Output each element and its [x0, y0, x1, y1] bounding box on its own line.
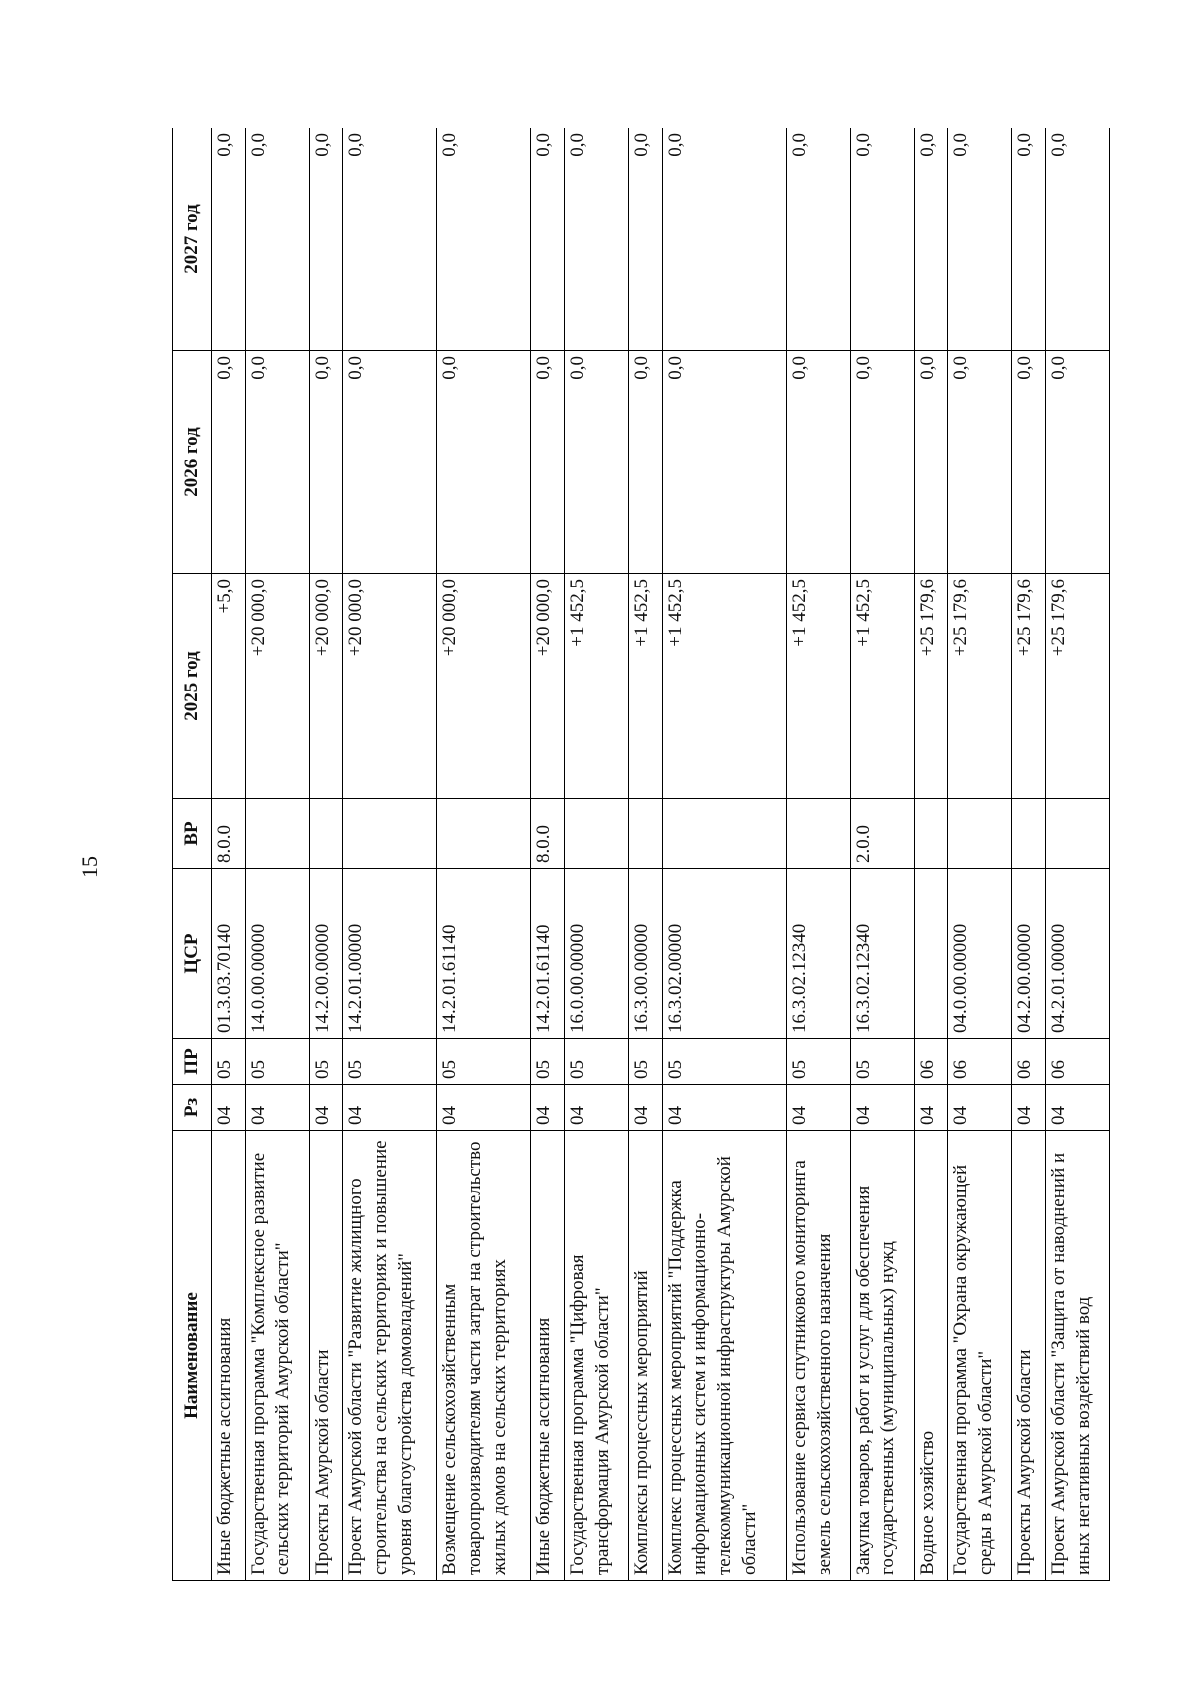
table-row — [343, 128, 437, 1581]
table-row — [914, 128, 948, 1581]
row-name: Проекты Амурской области — [309, 1131, 343, 1581]
row-name: Закупка товаров, работ и услуг для обеспечения государственных (муниципальных) нужд — [850, 1131, 914, 1581]
budget-table-container — [172, 128, 1110, 1581]
row-pr: 05 — [629, 1039, 663, 1085]
row-2027: 0,0 — [662, 128, 786, 351]
row-name: Возмещение сельскохозяйственным товаропроизводителям части затрат на строительство жилых домов на сельских территориях — [437, 1131, 531, 1581]
header-2025: 2025 год — [173, 574, 212, 799]
row-csr: 04.2.01.00000 — [1046, 869, 1110, 1039]
row-rz: 04 — [948, 1085, 1012, 1131]
row-name: Иные бюджетные ассигнования — [531, 1131, 565, 1581]
row-2025: +20 000,0 — [531, 574, 565, 799]
row-2027: 0,0 — [212, 128, 246, 351]
row-csr — [914, 869, 948, 1039]
budget-table — [172, 128, 1110, 1581]
row-2025: +1 452,5 — [786, 574, 850, 799]
row-vr — [629, 799, 663, 869]
row-2025: +20 000,0 — [245, 574, 309, 799]
row-2027: 0,0 — [1046, 128, 1110, 351]
row-2026: 0,0 — [565, 351, 629, 574]
row-2027: 0,0 — [343, 128, 437, 351]
row-vr — [1012, 799, 1046, 869]
row-name: Комплекс процессных мероприятий "Поддержка информационных систем и информационно-телекоммуникационной инфраструктуры Амурской области" — [662, 1131, 786, 1581]
row-name: Проект Амурской области "Развитие жилищного строительства на сельских территориях и повышение уровня благоустройства домовладений" — [343, 1131, 437, 1581]
row-rz: 04 — [850, 1085, 914, 1131]
row-pr: 06 — [1046, 1039, 1110, 1085]
rotated-table-frame — [172, 128, 1110, 1581]
row-vr — [245, 799, 309, 869]
row-vr — [1046, 799, 1110, 869]
table-row — [565, 128, 629, 1581]
row-name: Водное хозяйство — [914, 1131, 948, 1581]
row-csr: 16.3.02.12340 — [850, 869, 914, 1039]
row-vr — [948, 799, 1012, 869]
row-pr: 06 — [1012, 1039, 1046, 1085]
row-vr — [914, 799, 948, 869]
table-row — [1012, 128, 1046, 1581]
row-2025: +25 179,6 — [914, 574, 948, 799]
row-2027: 0,0 — [786, 128, 850, 351]
row-2027: 0,0 — [914, 128, 948, 351]
row-2026: 0,0 — [212, 351, 246, 574]
row-2025: +5,0 — [212, 574, 246, 799]
row-2027: 0,0 — [1012, 128, 1046, 351]
row-name: Проект Амурской области "Защита от наводнений и иных негативных воздействий вод — [1046, 1131, 1110, 1581]
header-name: Наименование — [173, 1131, 212, 1581]
row-2025: +25 179,6 — [1012, 574, 1046, 799]
row-2026: 0,0 — [531, 351, 565, 574]
row-pr: 05 — [565, 1039, 629, 1085]
table-row — [662, 128, 786, 1581]
row-2026: 0,0 — [850, 351, 914, 574]
row-2025: +1 452,5 — [565, 574, 629, 799]
row-rz: 04 — [786, 1085, 850, 1131]
row-csr: 16.0.00.00000 — [565, 869, 629, 1039]
row-2027: 0,0 — [948, 128, 1012, 351]
table-row — [212, 128, 246, 1581]
row-2026: 0,0 — [343, 351, 437, 574]
row-csr: 01.3.03.70140 — [212, 869, 246, 1039]
row-rz: 04 — [245, 1085, 309, 1131]
row-rz: 04 — [309, 1085, 343, 1131]
row-name: Иные бюджетные ассигнования — [212, 1131, 246, 1581]
table-row — [1046, 128, 1110, 1581]
row-vr — [565, 799, 629, 869]
row-vr: 8.0.0 — [212, 799, 246, 869]
row-csr: 16.3.02.00000 — [662, 869, 786, 1039]
table-row — [245, 128, 309, 1581]
row-csr: 16.3.02.12340 — [786, 869, 850, 1039]
row-rz: 04 — [343, 1085, 437, 1131]
row-2026: 0,0 — [437, 351, 531, 574]
row-pr: 05 — [850, 1039, 914, 1085]
row-2027: 0,0 — [437, 128, 531, 351]
row-2026: 0,0 — [1046, 351, 1110, 574]
row-2027: 0,0 — [629, 128, 663, 351]
header-pr: ПР — [173, 1039, 212, 1085]
row-2025: +1 452,5 — [629, 574, 663, 799]
table-row — [786, 128, 850, 1581]
row-rz: 04 — [531, 1085, 565, 1131]
header-vr: ВР — [173, 799, 212, 869]
row-name: Государственная программа "Охрана окружающей среды в Амурской области" — [948, 1131, 1012, 1581]
row-vr: 2.0.0 — [850, 799, 914, 869]
row-2025: +20 000,0 — [309, 574, 343, 799]
row-csr: 14.2.01.61140 — [531, 869, 565, 1039]
row-2026: 0,0 — [948, 351, 1012, 574]
row-2027: 0,0 — [245, 128, 309, 351]
header-2026: 2026 год — [173, 351, 212, 574]
row-pr: 05 — [212, 1039, 246, 1085]
row-pr: 05 — [786, 1039, 850, 1085]
row-name: Проекты Амурской области — [1012, 1131, 1046, 1581]
row-2025: +25 179,6 — [948, 574, 1012, 799]
table-row — [850, 128, 914, 1581]
row-2026: 0,0 — [1012, 351, 1046, 574]
row-name: Государственная программа "Комплексное развитие сельских территорий Амурской области" — [245, 1131, 309, 1581]
row-csr: 14.2.00.00000 — [309, 869, 343, 1039]
row-rz: 04 — [1012, 1085, 1046, 1131]
row-2026: 0,0 — [245, 351, 309, 574]
row-2026: 0,0 — [662, 351, 786, 574]
row-rz: 04 — [565, 1085, 629, 1131]
row-2026: 0,0 — [914, 351, 948, 574]
row-csr: 14.2.01.61140 — [437, 869, 531, 1039]
row-name: Государственная программа "Цифровая трансформация Амурской области" — [565, 1131, 629, 1581]
row-2027: 0,0 — [309, 128, 343, 351]
header-rz: Рз — [173, 1085, 212, 1131]
row-2026: 0,0 — [786, 351, 850, 574]
row-csr: 04.0.00.00000 — [948, 869, 1012, 1039]
table-row — [309, 128, 343, 1581]
row-2025: +20 000,0 — [437, 574, 531, 799]
table-row — [948, 128, 1012, 1581]
row-2027: 0,0 — [531, 128, 565, 351]
row-2025: +1 452,5 — [850, 574, 914, 799]
table-row — [437, 128, 531, 1581]
row-vr — [786, 799, 850, 869]
row-rz: 04 — [662, 1085, 786, 1131]
row-csr: 04.2.00.00000 — [1012, 869, 1046, 1039]
row-2025: +1 452,5 — [662, 574, 786, 799]
row-vr — [437, 799, 531, 869]
row-2026: 0,0 — [629, 351, 663, 574]
row-rz: 04 — [212, 1085, 246, 1131]
row-pr: 05 — [343, 1039, 437, 1085]
table-row — [531, 128, 565, 1581]
row-2027: 0,0 — [850, 128, 914, 351]
row-rz: 04 — [914, 1085, 948, 1131]
row-pr: 05 — [309, 1039, 343, 1085]
row-rz: 04 — [629, 1085, 663, 1131]
row-vr — [662, 799, 786, 869]
row-pr: 06 — [914, 1039, 948, 1085]
header-2027: 2027 год — [173, 128, 212, 351]
row-csr: 16.3.00.00000 — [629, 869, 663, 1039]
table-header-row — [173, 128, 212, 1581]
row-name: Использование сервиса спутникового мониторинга земель сельскохозяйственного назначения — [786, 1131, 850, 1581]
row-pr: 05 — [437, 1039, 531, 1085]
row-name: Комплексы процессных мероприятий — [629, 1131, 663, 1581]
header-csr: ЦСР — [173, 869, 212, 1039]
row-pr: 06 — [948, 1039, 1012, 1085]
row-rz: 04 — [437, 1085, 531, 1131]
row-2027: 0,0 — [565, 128, 629, 351]
row-2025: +20 000,0 — [343, 574, 437, 799]
row-pr: 05 — [245, 1039, 309, 1085]
row-pr: 05 — [531, 1039, 565, 1085]
page-number: 15 — [77, 856, 102, 878]
row-vr: 8.0.0 — [531, 799, 565, 869]
row-vr — [309, 799, 343, 869]
row-vr — [343, 799, 437, 869]
row-2025: +25 179,6 — [1046, 574, 1110, 799]
row-csr: 14.0.00.00000 — [245, 869, 309, 1039]
table-row — [629, 128, 663, 1581]
row-csr: 14.2.01.00000 — [343, 869, 437, 1039]
row-2026: 0,0 — [309, 351, 343, 574]
row-rz: 04 — [1046, 1085, 1110, 1131]
row-pr: 05 — [662, 1039, 786, 1085]
